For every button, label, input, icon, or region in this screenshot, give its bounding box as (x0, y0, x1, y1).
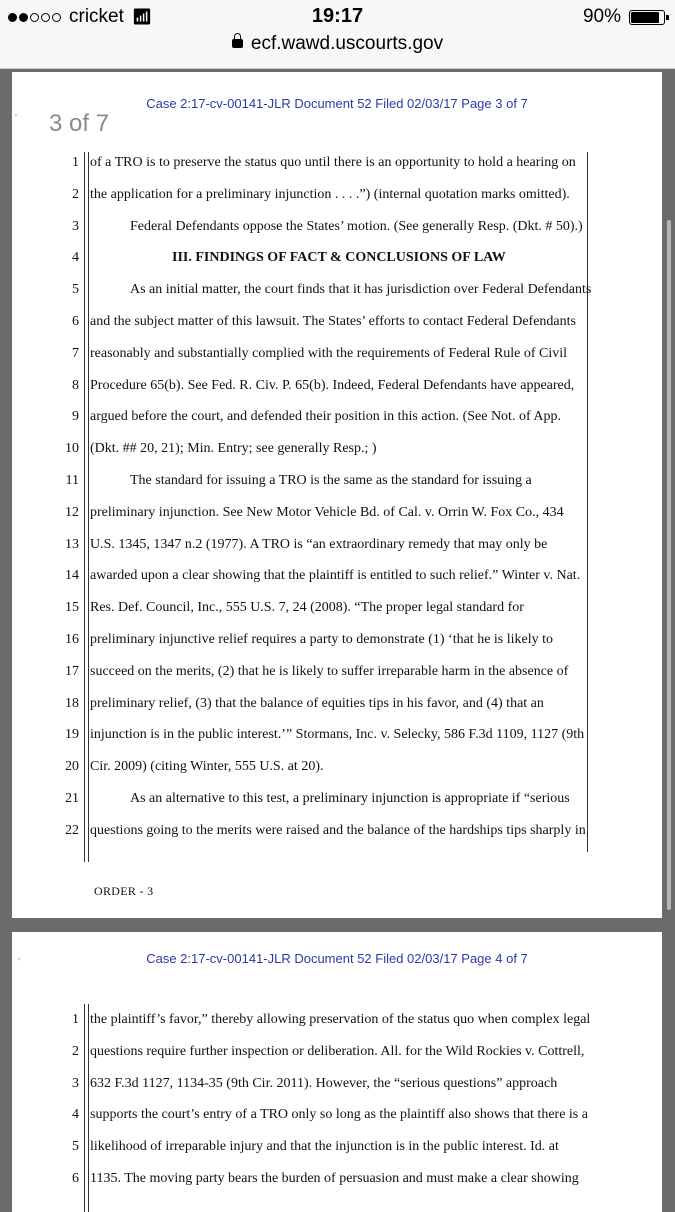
line-text: argued before the court, and defended their position in this action. (See Not. of App. (90, 409, 561, 425)
document-line (12, 378, 662, 409)
line-number: 22 (65, 822, 79, 838)
line-number: 20 (65, 759, 79, 775)
battery-icon (629, 10, 665, 25)
line-text: reasonably and substantially complied with the requirements of Federal Rule of Civil (90, 345, 568, 361)
line-text: questions going to the merits were raised and the balance of the hardships tips sharply in (90, 822, 586, 838)
document-line (12, 791, 662, 822)
line-text: and the subject matter of this lawsuit. The States’ efforts to contact Federal Defendants (90, 314, 576, 329)
document-line (12, 823, 662, 854)
line-number: 11 (65, 473, 79, 488)
line-number: 6 (72, 314, 79, 329)
address-bar[interactable] (0, 33, 675, 55)
line-text: The standard for issuing a TRO is the same as the standard for issuing a (130, 473, 532, 488)
carrier-name: cricket (69, 6, 124, 27)
document-line (12, 346, 662, 377)
battery-percent: 90% (582, 6, 621, 27)
line-number: 9 (72, 409, 79, 425)
line-text: 1135. The moving party bears the burden of persuasion and must make a clear showing (90, 1171, 579, 1186)
scan-mark: ' (18, 956, 20, 968)
line-text: Cir. 2009) (citing Winter, 555 U.S. at 20). (90, 759, 324, 775)
line-text: Federal Defendants oppose the States’ motion. (See generally Resp. (Dkt. # 50).) (130, 218, 583, 234)
document-line (12, 441, 662, 472)
document-line (12, 1044, 662, 1075)
page-footer: ORDER - 3 (94, 884, 154, 898)
line-text: preliminary relief, (3) that the balance of equities tips in his favor, and (4) that an (90, 695, 544, 711)
document-line (12, 187, 662, 218)
line-text: likelihood of irreparable injury and that the injunction is in the public interest. Id. at (90, 1139, 559, 1155)
line-number: 1 (72, 1012, 79, 1027)
line-text: of a TRO is to preserve the status quo until there is an opportunity to hold a hearing on (90, 155, 576, 170)
line-number: 19 (65, 727, 79, 743)
document-line (12, 1139, 662, 1170)
line-number: 2 (72, 186, 79, 202)
line-number: 2 (72, 1043, 79, 1059)
line-number: 3 (72, 218, 79, 234)
document-line (12, 409, 662, 440)
line-text: As an alternative to this test, a preliminary injunction is appropriate if “serious (130, 791, 570, 806)
line-number: 16 (65, 632, 79, 647)
line-text: preliminary injunction. See New Motor Vehicle Bd. of Cal. v. Orrin W. Fox Co., 434 (90, 504, 564, 520)
line-number: 10 (65, 441, 79, 457)
line-text: Res. Def. Council, Inc., 555 U.S. 7, 24 (2008). “The proper legal standard for (90, 600, 524, 616)
line-number: 6 (72, 1171, 79, 1186)
line-text: the application for a preliminary injunction . . . .”) (internal quotation marks omitted). (90, 186, 570, 202)
pdf-page-4 (12, 932, 662, 1212)
line-number: 3 (72, 1075, 79, 1091)
document-line (12, 314, 662, 345)
document-line (12, 759, 662, 790)
scan-mark: ' (15, 112, 17, 124)
line-number: 8 (72, 377, 79, 393)
line-text: the plaintiff’s favor,” thereby allowing preservation of the status quo when complex legal (90, 1012, 591, 1027)
line-text: U.S. 1345, 1347 n.2 (1977). A TRO is “an extraordinary remedy that may only be (90, 536, 548, 552)
line-text: preliminary injunctive relief requires a party to demonstrate (1) ‘that he is likely to (90, 632, 554, 647)
line-number: 21 (65, 791, 79, 806)
lock-icon (232, 39, 243, 48)
line-number: 4 (72, 250, 79, 266)
case-header: Case 2:17-cv-00141-JLR Document 52 Filed 02/03/17 Page 4 of 7 (146, 951, 528, 966)
line-text: awarded upon a clear showing that the plaintiff is entitled to such relief.” Winter v. Nat. (90, 568, 581, 584)
line-number: 12 (65, 504, 79, 520)
case-header: Case 2:17-cv-00141-JLR Document 52 Filed 02/03/17 Page 3 of 7 (146, 96, 528, 111)
line-text: succeed on the merits, (2) that he is likely to suffer irreparable harm in the absence of (90, 663, 569, 679)
clock: 19:17 (311, 5, 364, 27)
document-line (12, 250, 662, 281)
line-text: questions require further inspection or deliberation. All. for the Wild Rockies v. Cottrell, (90, 1043, 585, 1059)
line-number: 5 (72, 282, 79, 298)
document-line (12, 727, 662, 758)
document-line (12, 505, 662, 536)
line-number: 18 (65, 695, 79, 711)
line-text: (Dkt. ## 20, 21); Min. Entry; see generally Resp.; ) (90, 441, 377, 457)
line-text: 632 F.3d 1127, 1134-35 (9th Cir. 2011). However, the “serious questions” approach (90, 1075, 558, 1091)
line-number: 15 (65, 600, 79, 616)
document-line (12, 1076, 662, 1107)
url-text: ecf.wawd.uscourts.gov (250, 33, 444, 54)
document-line (12, 282, 662, 313)
battery-status (583, 6, 665, 28)
line-number: 17 (65, 663, 79, 679)
document-line (12, 219, 662, 250)
wifi-icon: 📶︎ (131, 9, 153, 26)
pdf-page-3 (12, 72, 662, 918)
line-number: 14 (65, 568, 79, 584)
document-line (12, 473, 662, 504)
document-line (12, 1012, 662, 1043)
line-number: 1 (72, 155, 79, 170)
document-line (12, 155, 662, 186)
line-number: 5 (72, 1139, 79, 1155)
scrollbar[interactable] (667, 220, 671, 910)
line-number: 13 (65, 536, 79, 552)
line-text: Procedure 65(b). See Fed. R. Civ. P. 65(b). Indeed, Federal Defendants have appeared, (90, 377, 575, 393)
document-line (12, 632, 662, 663)
document-line (12, 664, 662, 695)
line-text: III. FINDINGS OF FACT & CONCLUSIONS OF LAW (172, 250, 506, 266)
line-number: 4 (72, 1107, 79, 1123)
page-indicator: 3 of 7 (49, 110, 110, 137)
document-line (12, 696, 662, 727)
line-text: injunction is in the public interest.’” Stormans, Inc. v. Selecky, 586 F.3d 1109, 1127 (9th (90, 727, 585, 743)
document-line (12, 537, 662, 568)
line-number: 7 (72, 345, 79, 361)
line-text: As an initial matter, the court finds that it has jurisdiction over Federal Defendants (130, 282, 592, 298)
document-line (12, 600, 662, 631)
document-line (12, 1107, 662, 1138)
status-bar (0, 0, 675, 69)
document-line (12, 568, 662, 599)
document-line (12, 1171, 662, 1202)
line-text: supports the court’s entry of a TRO only so long as the plaintiff also shows that there is a (90, 1107, 588, 1123)
